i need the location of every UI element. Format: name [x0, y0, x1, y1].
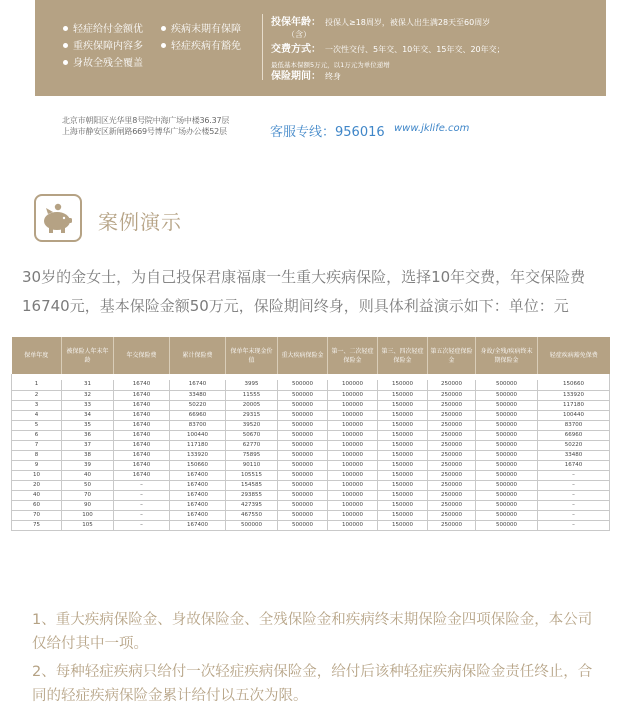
table-cell: 100440	[170, 430, 226, 440]
benefit-demo-table	[11, 337, 610, 531]
table-cell: 16740	[114, 380, 170, 390]
table-cell: 90110	[226, 460, 278, 470]
table-cell: 250000	[428, 440, 476, 450]
table-cell: 500000	[278, 410, 328, 420]
table-cell: 150000	[378, 500, 428, 510]
table-cell: 7	[12, 440, 62, 450]
table-cell: 75	[12, 520, 62, 530]
table-cell: 37	[62, 440, 114, 450]
table-cell: 75895	[226, 450, 278, 460]
table-cell: 500000	[476, 470, 538, 480]
table-cell: 117180	[170, 440, 226, 450]
table-cell: 500000	[278, 480, 328, 490]
table-cell: 167400	[170, 510, 226, 520]
table-cell: 250000	[428, 500, 476, 510]
table-cell: 100000	[328, 410, 378, 420]
table-cell: 100000	[328, 520, 378, 530]
table-cell: 500000	[476, 410, 538, 420]
table-cell: –	[538, 500, 610, 510]
table-row	[12, 510, 610, 520]
table-cell: 105515	[226, 470, 278, 480]
table-cell: 500000	[278, 500, 328, 510]
table-cell: 60	[12, 500, 62, 510]
table-cell: 500000	[476, 460, 538, 470]
table-cell: 150660	[538, 380, 610, 390]
table-cell: 100440	[538, 410, 610, 420]
piggy-bank-icon	[34, 194, 82, 242]
table-cell: 16740	[114, 410, 170, 420]
table-cell: 100000	[328, 450, 378, 460]
table-cell: 3	[12, 400, 62, 410]
table-cell: 16740	[114, 440, 170, 450]
table-cell: 90	[62, 500, 114, 510]
table-cell: 133920	[170, 450, 226, 460]
table-cell: 33480	[170, 390, 226, 400]
table-row	[12, 420, 610, 430]
table-cell: –	[538, 480, 610, 490]
table-cell: 250000	[428, 510, 476, 520]
feature-item: 重疾保障内容多	[63, 41, 143, 53]
col-header: 身故/全残/疾病终末期保险金	[476, 337, 538, 374]
table-cell: 100000	[328, 460, 378, 470]
bullet-icon	[63, 26, 68, 31]
table-cell: 8	[12, 450, 62, 460]
table-cell: 100000	[328, 490, 378, 500]
table-cell: 500000	[278, 460, 328, 470]
notes	[32, 608, 600, 712]
table-cell: 16740	[114, 420, 170, 430]
table-cell: 250000	[428, 460, 476, 470]
table-cell: 500000	[278, 430, 328, 440]
col-header: 被保险人年末年龄	[62, 337, 114, 374]
table-cell: 32	[62, 390, 114, 400]
table-cell: 50220	[170, 400, 226, 410]
table-row	[12, 450, 610, 460]
address-beijing: 北京市朝阳区光华里8号院中海广场中楼36.37层	[62, 116, 230, 125]
table-cell: –	[114, 520, 170, 530]
table-cell: 150000	[378, 470, 428, 480]
table-cell: 150000	[378, 400, 428, 410]
table-cell: 500000	[476, 440, 538, 450]
table-cell: 83700	[170, 420, 226, 430]
bullet-icon	[161, 43, 166, 48]
table-cell: 40	[62, 470, 114, 480]
table-cell: 6	[12, 430, 62, 440]
table-cell: 500000	[476, 500, 538, 510]
table-cell: 500000	[278, 380, 328, 390]
table-cell: 150000	[378, 480, 428, 490]
table-cell: –	[114, 490, 170, 500]
note-item: 1、重大疾病保险金、身故保险金、全残保险金和疾病终末期保险金四项保险金，本公司仅给付其中一项。	[32, 612, 593, 652]
table-cell: 467550	[226, 510, 278, 520]
table-cell: 250000	[428, 490, 476, 500]
table-cell: 150000	[378, 510, 428, 520]
table-row	[12, 430, 610, 440]
case-intro-text: 30岁的金女士，为自己投保君康福康一生重大疾病保险，选择10年交费，年交保险费16740元，基本保险金额50万元，保险期间终身，则具体利益演示如下：单位：元	[22, 268, 586, 315]
table-cell: 500000	[476, 430, 538, 440]
table-row	[12, 380, 610, 390]
col-header: 保单年末现金价值	[226, 337, 278, 374]
col-header: 重大疾病保险金	[278, 337, 328, 374]
table-cell: 250000	[428, 420, 476, 430]
table-header-row	[12, 337, 610, 374]
col-header: 年交保险费	[114, 337, 170, 374]
table-cell: 500000	[278, 470, 328, 480]
table-cell: 31	[62, 380, 114, 390]
table-cell: 100000	[328, 440, 378, 450]
table-cell: 500000	[278, 390, 328, 400]
table-cell: 105	[62, 520, 114, 530]
table-cell: 100	[62, 510, 114, 520]
table-cell: 150000	[378, 450, 428, 460]
table-cell: 500000	[226, 520, 278, 530]
table-cell: 150000	[378, 460, 428, 470]
table-cell: 70	[12, 510, 62, 520]
table-cell: 250000	[428, 430, 476, 440]
feature-item: 身故全残全覆盖	[63, 58, 143, 70]
table-cell: 16740	[114, 460, 170, 470]
table-cell: 500000	[278, 400, 328, 410]
table-cell: 500000	[278, 450, 328, 460]
table-cell: 100000	[328, 480, 378, 490]
table-cell: 500000	[476, 490, 538, 500]
col-header: 保单年度	[12, 337, 62, 374]
table-cell: 20005	[226, 400, 278, 410]
table-cell: 35	[62, 420, 114, 430]
table-cell: 66960	[170, 410, 226, 420]
table-cell: 250000	[428, 480, 476, 490]
table-cell: 167400	[170, 500, 226, 510]
bullet-icon	[63, 60, 68, 65]
hotline: 客服专线：956016	[270, 125, 385, 140]
table-cell: –	[538, 510, 610, 520]
table-cell: 150660	[170, 460, 226, 470]
table-cell: 11555	[226, 390, 278, 400]
table-cell: 50220	[538, 440, 610, 450]
table-cell: 100000	[328, 430, 378, 440]
table-cell: 150000	[378, 420, 428, 430]
feature-item: 疾病末期有保障	[161, 24, 241, 36]
table-cell: 167400	[170, 490, 226, 500]
table-row	[12, 480, 610, 490]
table-cell: –	[538, 490, 610, 500]
feature-item: 轻症疾病有豁免	[161, 41, 241, 53]
col-header: 第三、四次轻症保险金	[378, 337, 428, 374]
table-cell: 250000	[428, 520, 476, 530]
banner-divider	[262, 14, 263, 80]
table-cell: 100000	[328, 470, 378, 480]
feature-item: 轻症给付金额优	[63, 24, 143, 36]
table-cell: 250000	[428, 390, 476, 400]
table-cell: 4	[12, 410, 62, 420]
table-cell: 10	[12, 470, 62, 480]
table-cell: 62770	[226, 440, 278, 450]
product-feature-banner	[35, 0, 606, 96]
table-cell: 250000	[428, 400, 476, 410]
table-cell: 500000	[476, 420, 538, 430]
table-cell: 50	[62, 480, 114, 490]
term-period: 保险期间： 终身	[271, 71, 341, 82]
table-cell: 33480	[538, 450, 610, 460]
website-link[interactable]: www.jklife.com	[394, 123, 470, 134]
col-header: 轻症疾病豁免保费	[538, 337, 610, 374]
table-cell: 20	[12, 480, 62, 490]
table-cell: 100000	[328, 400, 378, 410]
table-body	[12, 374, 610, 530]
table-cell: 167400	[170, 480, 226, 490]
table-cell: 16740	[114, 390, 170, 400]
table-cell: 29315	[226, 410, 278, 420]
table-cell: 150000	[378, 430, 428, 440]
table-cell: –	[538, 520, 610, 530]
table-cell: 100000	[328, 380, 378, 390]
table-row	[12, 490, 610, 500]
table-cell: 250000	[428, 380, 476, 390]
table-cell: 150000	[378, 380, 428, 390]
table-cell: 154585	[226, 480, 278, 490]
table-cell: 34	[62, 410, 114, 420]
table-cell: 16740	[170, 380, 226, 390]
table-row	[12, 470, 610, 480]
table-cell: 100000	[328, 500, 378, 510]
table-cell: 150000	[378, 410, 428, 420]
table-cell: 500000	[476, 380, 538, 390]
table-cell: 39520	[226, 420, 278, 430]
col-header: 累计保险费	[170, 337, 226, 374]
table-cell: 133920	[538, 390, 610, 400]
table-row	[12, 460, 610, 470]
table-row	[12, 410, 610, 420]
table-cell: 500000	[476, 400, 538, 410]
table-cell: 16740	[114, 450, 170, 460]
table-cell: 66960	[538, 430, 610, 440]
table-cell: 36	[62, 430, 114, 440]
table-cell: 5	[12, 420, 62, 430]
table-cell: 250000	[428, 410, 476, 420]
term-payment: 交费方式： 一次性交付、5年交、10年交、15年交、20年交；	[271, 44, 505, 55]
table-cell: 2	[12, 390, 62, 400]
table-cell: 16740	[538, 460, 610, 470]
table-cell: 250000	[428, 450, 476, 460]
table-cell: 33	[62, 400, 114, 410]
table-cell: 100000	[328, 420, 378, 430]
table-cell: –	[114, 500, 170, 510]
table-cell: 500000	[278, 490, 328, 500]
address-shanghai: 上海市静安区新闸路669号博华广场办公楼52层	[62, 127, 227, 136]
table-cell: 167400	[170, 470, 226, 480]
col-header: 第一、二次轻症保险金	[328, 337, 378, 374]
table-cell: 293855	[226, 490, 278, 500]
table-cell: 500000	[476, 520, 538, 530]
table-cell: 167400	[170, 520, 226, 530]
table-cell: 40	[12, 490, 62, 500]
table-cell: 83700	[538, 420, 610, 430]
table-row	[12, 400, 610, 410]
table-row	[12, 390, 610, 400]
table-cell: 9	[12, 460, 62, 470]
table-row	[12, 500, 610, 510]
table-cell: 16740	[114, 400, 170, 410]
table-cell: 50670	[226, 430, 278, 440]
table-cell: 150000	[378, 520, 428, 530]
term-age: 投保年龄： 投保人≥18周岁，被保人出生满28天至60周岁	[271, 17, 491, 28]
table-cell: 38	[62, 450, 114, 460]
table-cell: 250000	[428, 470, 476, 480]
table-cell: 500000	[476, 390, 538, 400]
table-cell: 16740	[114, 470, 170, 480]
table-cell: 500000	[278, 440, 328, 450]
table-cell: –	[114, 510, 170, 520]
table-cell: 117180	[538, 400, 610, 410]
table-cell: 427395	[226, 500, 278, 510]
bullet-icon	[161, 26, 166, 31]
note-item: 2、每种轻症疾病只给付一次轻症疾病保险金，给付后该种轻症疾病保险金责任终止，合同的轻症疾病保险金累计给付以五次为限。	[32, 664, 593, 704]
table-cell: 100000	[328, 510, 378, 520]
table-cell: –	[538, 470, 610, 480]
bullet-icon	[63, 43, 68, 48]
case-section-title: 案例演示	[98, 210, 182, 234]
table-cell: 500000	[278, 520, 328, 530]
table-cell: 150000	[378, 490, 428, 500]
table-cell: 16740	[114, 430, 170, 440]
table-cell: 70	[62, 490, 114, 500]
table-cell: 100000	[328, 390, 378, 400]
table-cell: 150000	[378, 390, 428, 400]
table-cell: 500000	[278, 420, 328, 430]
table-cell: 150000	[378, 440, 428, 450]
col-header: 第五次轻症保险金	[428, 337, 476, 374]
table-row	[12, 440, 610, 450]
table-cell: 500000	[476, 450, 538, 460]
table-cell: –	[114, 480, 170, 490]
table-cell: 39	[62, 460, 114, 470]
table-cell: 500000	[476, 510, 538, 520]
table-cell: 3995	[226, 380, 278, 390]
table-cell: 500000	[476, 480, 538, 490]
table-row	[12, 520, 610, 530]
term-min-amount: 最低基本保额5万元，以1万元为单位递增	[271, 61, 390, 69]
table-cell: 1	[12, 380, 62, 390]
term-age-cont: （含）	[287, 30, 311, 39]
table-cell: 500000	[278, 510, 328, 520]
